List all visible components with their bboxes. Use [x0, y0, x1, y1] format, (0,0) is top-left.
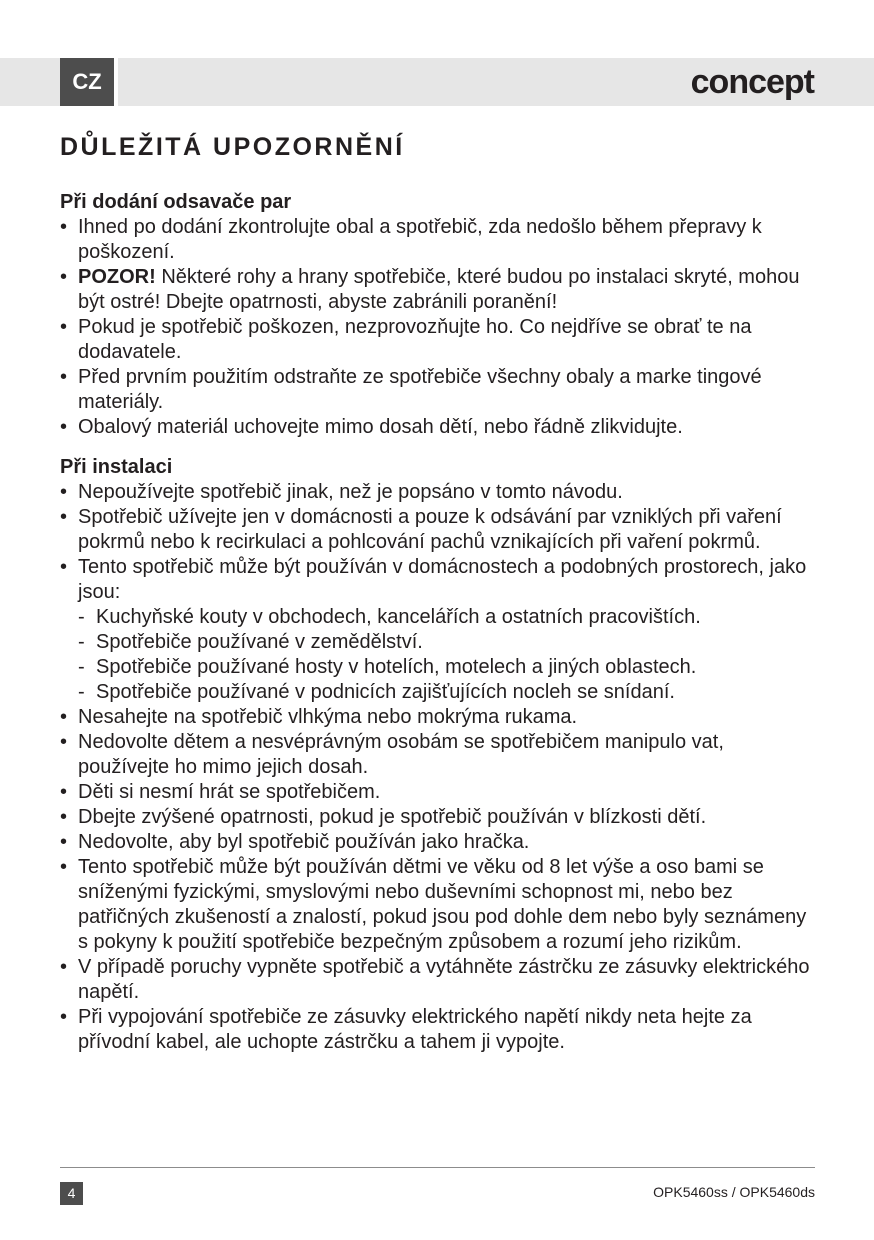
section-title-delivery: Při dodání odsavače par [60, 191, 292, 213]
list-item: • Před prvním použitím odstraňte ze spotřebiče všechny obaly a marke tingové materiály. [60, 365, 820, 415]
sub-list-item: - Spotřebiče používané hosty v hotelích, motelech a jiných oblastech. [78, 655, 820, 680]
installation-list [60, 480, 820, 1055]
footer-divider [60, 1167, 815, 1168]
model-number: OPK5460ss / OPK5460ds [653, 1184, 815, 1200]
list-item: • Obalový materiál uchovejte mimo dosah dětí, nebo řádně zlikvidujte. [60, 415, 820, 440]
section-title-installation: Při instalaci [60, 456, 173, 478]
list-item-text: Tento spotřebič může být používán v domácnostech a podobných prostorech, jako jsou: [78, 556, 807, 603]
list-item: • Nedovolte dětem a nesvéprávným osobám se spotřebičem manipulo vat, používejte ho mimo jejich dosah. [60, 730, 820, 780]
header-band [0, 58, 874, 106]
page-number: 4 [60, 1182, 83, 1205]
page-title: DŮLEŽITÁ UPOZORNĚNÍ [60, 133, 405, 161]
delivery-list [60, 215, 820, 440]
list-item: • Nesahejte na spotřebič vlhkýma nebo mokrýma rukama. [60, 705, 820, 730]
sub-list-item: - Spotřebiče používané v zemědělství. [78, 630, 820, 655]
warning-label: POZOR! [78, 266, 156, 288]
sub-list [78, 605, 820, 705]
instructions-content [60, 190, 820, 1055]
header-divider [114, 58, 118, 106]
list-item: • Pokud je spotřebič poškozen, nezprovozňujte ho. Co nejdříve se obrať te na dodavatele. [60, 315, 820, 365]
brand-logo: concept [690, 63, 814, 101]
warning-text: Některé rohy a hrany spotřebiče, které budou po instalaci skryté, mohou být ostré! Dbejte opatrnosti, abyste zabránili poranění! [78, 266, 800, 313]
sub-list-item: - Spotřebiče používané v podnicích zajišťujících nocleh se snídaní. [78, 680, 820, 705]
list-item: • Nepoužívejte spotřebič jinak, než je popsáno v tomto návodu. [60, 480, 820, 505]
sub-list-item: - Kuchyňské kouty v obchodech, kancelářích a ostatních pracovištích. [78, 605, 820, 630]
language-badge: CZ [60, 58, 114, 106]
list-item: • Spotřebič užívejte jen v domácnosti a pouze k odsávání par vzniklých při vaření pokrmů nebo k recirkulaci a pohlcování pachů vznikajících při vaření pokrmů. [60, 505, 820, 555]
list-item: • Ihned po dodání zkontrolujte obal a spotřebič, zda nedošlo během přepravy k poškození. [60, 215, 820, 265]
list-item: • Tento spotřebič může být používán dětmi ve věku od 8 let výše a oso bami se sníženými fyzickými, smyslovými nebo duševními schopnost mi, nebo bez patřičných zkušeností a znalostí, pokud jsou pod dohle dem nebo byly seznámeny s pokyny k použití spotřebiče bezpečným způsobem a rozumí jeho rizikům. [60, 855, 820, 955]
list-item: • Děti si nesmí hrát se spotřebičem. [60, 780, 820, 805]
list-item: • Dbejte zvýšené opatrnosti, pokud je spotřebič používán v blízkosti dětí. [60, 805, 820, 830]
list-item: • V případě poruchy vypněte spotřebič a vytáhněte zástrčku ze zásuvky elektrického napětí. [60, 955, 820, 1005]
list-item-with-subitems [60, 555, 820, 705]
list-item: • Při vypojování spotřebiče ze zásuvky elektrického napětí nikdy neta hejte za přívodní kabel, ale uchopte zástrčku a tahem ji vypojte. [60, 1005, 820, 1055]
list-item-warning [60, 265, 820, 315]
list-item: • Nedovolte, aby byl spotřebič používán jako hračka. [60, 830, 820, 855]
